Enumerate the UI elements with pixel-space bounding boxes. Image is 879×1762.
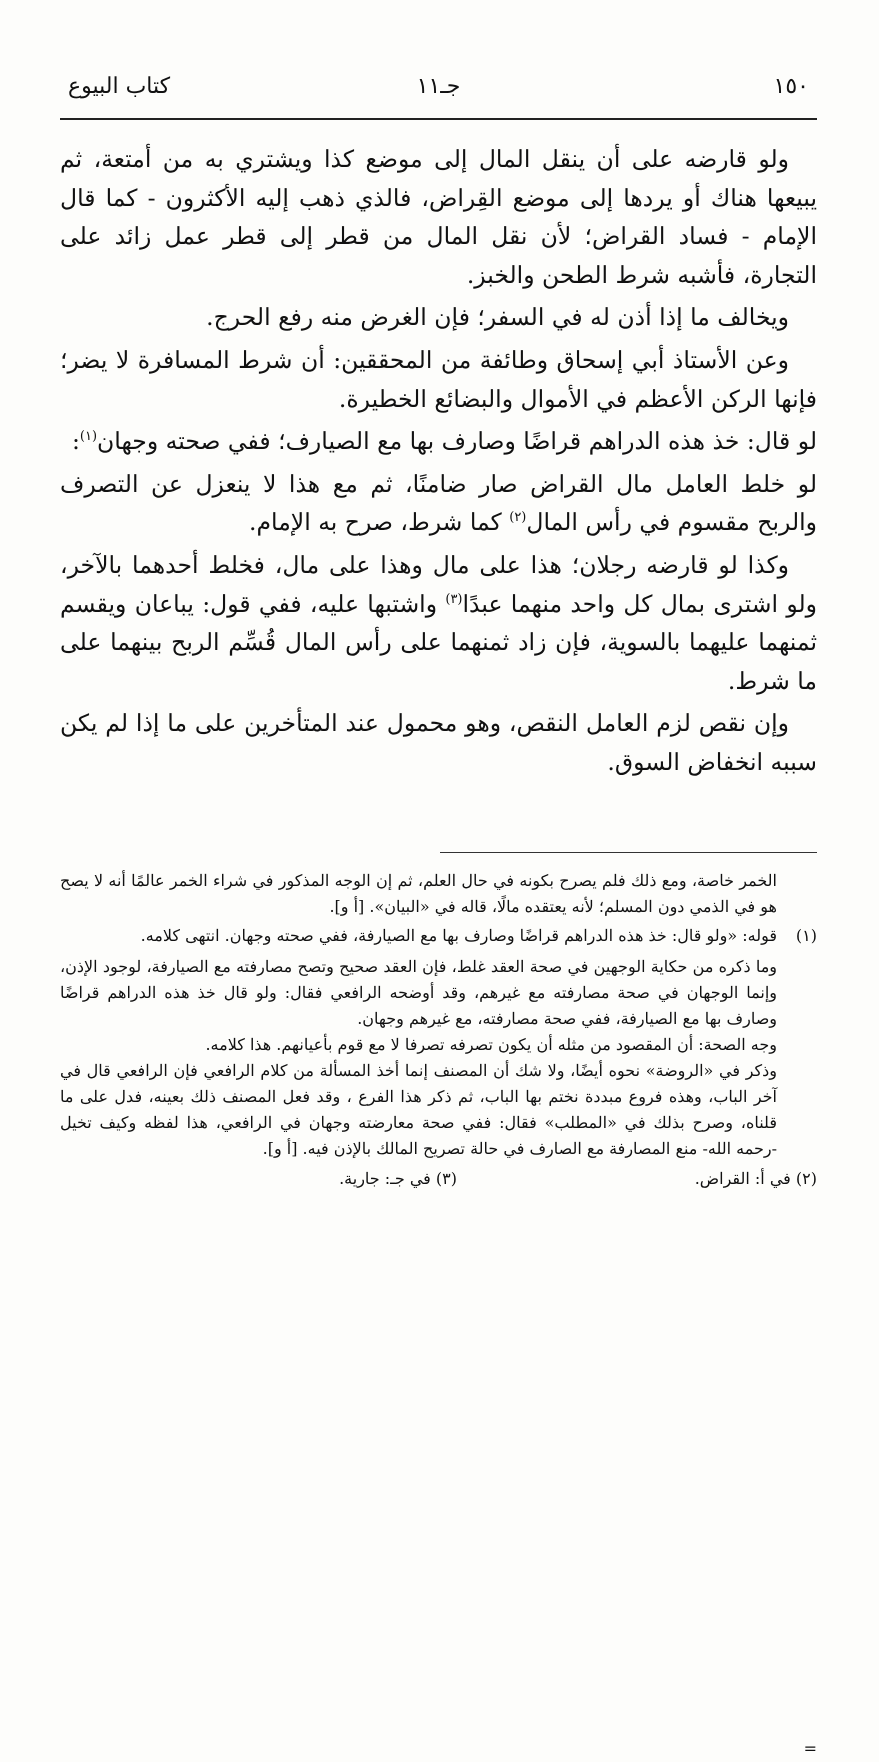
- book-title: كتاب البيوع: [68, 74, 171, 99]
- footnote-continuation: الخمر خاصة، ومع ذلك فلم يصرح بكونه في حال العلم، ثم إن الوجه المذكور في شراء الخمر عالمًا أنه لا يصح هو في الذمي دون المسلم؛ لأنه يعتقده مالًا، قاله في «البيان». [أ و].: [60, 871, 777, 916]
- paragraph-4-text: لو قال: خذ هذه الدراهم قراضًا وصارف بها مع الصيارف؛ ففي صحته وجهان: [97, 427, 817, 456]
- paragraph-5: [60, 465, 817, 542]
- paragraph-3: وعن الأستاذ أبي إسحاق وطائفة من المحققين: أن شرط المسافرة لا يضر؛ فإنها الركن الأعظم في الأموال والبضائع الخطيرة.: [60, 345, 817, 413]
- paragraph-5-text-b: كما شرط، صرح به الإمام.: [249, 508, 502, 537]
- footnote-1-para-3: وجه الصحة: أن المقصود من مثله أن يكون تصرفه تصرفا لا مع قوم بأعيانهم. هذا كلامه.: [205, 1035, 777, 1054]
- paragraph-7: وإن نقص لزم العامل النقص، وهو محمول عند المتأخرين على ما إذا لم يكن سببه انخفاض السوق.: [60, 709, 817, 776]
- footnote-divider: [440, 852, 817, 853]
- footnote-1-para-4: وذكر في «الروضة» نحوه أيضًا، ولا شك أن المصنف إنما أخذ المسألة من كلام الرافعي فإن الرافعي قال في آخر الباب، وهذه فروع مبددة نختم بها الباب، ثم ذكر هذا الفرع ، وقد فعل المصنف ذلك بعينه، فدل على ما قلناه، وصرح بذلك في «المطلب» فقال: ففي صحة معارضته وجهان في الرافعي، هذا لفظه وكيف تخيل -رحمه الله- منع المصارفة مع الصارف في حالة تصريح المالك بالإذن فيه. [أ و].: [60, 1061, 777, 1158]
- header-divider: [60, 118, 817, 120]
- footnote-3-mark: (٣): [435, 1169, 457, 1188]
- page-number: ١٥٠: [773, 74, 809, 99]
- main-text: [60, 140, 817, 782]
- footnote-2: [695, 1166, 817, 1192]
- footnote-2-text: في أ: القراض.: [694, 1169, 791, 1188]
- page-header: [60, 74, 817, 114]
- volume-label: جـ١١: [416, 74, 461, 99]
- footnotes-2-3-row: [60, 1166, 817, 1196]
- footnote-ref-3[interactable]: (٣): [445, 591, 463, 607]
- paragraph-4-end: :: [71, 427, 80, 456]
- paragraph-6-text-b: واشتبها عليه، ففي قول: يباعان ويقسم ثمنهما عليهما بالسوية، فإن زاد ثمنهما على رأس المال قُسِّم الربح بينهما على ما شرط.: [60, 589, 817, 695]
- footnote-ref-2[interactable]: (٢): [509, 510, 527, 526]
- footnotes: [60, 868, 817, 1758]
- footnote-1-mark: (١): [795, 926, 817, 945]
- footnote-1-lead: قوله: «ولو قال: خذ هذه الدراهم قراضًا وصارف بها مع الصيارفة، ففي صحته وجهان. انتهى كلامه.: [140, 926, 777, 945]
- footnote-ref-1[interactable]: (١): [79, 429, 98, 445]
- footnote-2-mark: (٢): [795, 1169, 817, 1188]
- footnote-3-text: في جـ: جارية.: [339, 1169, 431, 1188]
- paragraph-6-text-a: وكذا لو قارضه رجلان؛ هذا على مال وهذا على مال، فخلط أحدهما بالآخر، ولو اشترى بمال كل واحد منهما عبدًا: [60, 550, 817, 618]
- continuation-marker: =: [803, 1739, 817, 1758]
- footnote-1: [60, 923, 817, 949]
- paragraph-1: ولو قارضه على أن ينقل المال إلى موضع كذا ويشتري به من أمتعة، ثم يبيعها هناك أو يردها إلى موضع القِراض، فالذي ذهب إليه الأكثرون - كما قال الإمام - فساد القراض؛ لأن نقل المال من قطر إلى قطر عمل زائد على التجارة، فأشبه شرط الطحن والخبز.: [60, 145, 817, 289]
- paragraph-5-text-a: لو خلط العامل مال القراض صار ضامنًا، ثم مع هذا لا ينعزل عن التصرف والربح مقسوم في رأس المال: [60, 469, 817, 537]
- book-page: [60, 0, 817, 1758]
- paragraph-6: [60, 546, 817, 700]
- footnote-1-para-2: وما ذكره من حكاية الوجهين في صحة العقد غلط، فإن العقد صحيح وتصح مصارفته مع الصيارفة، لوجود الإذن، وإنما الوجهان في صحة مصارفته مع غيرهم، وقد أوضحه الرافعي فقال: ولو قال خذ هذه الدراهم قراضًا وصارف بها مع الصيارفة، ففي صحة مصارفته، مع غيرهم وجهان.: [60, 957, 777, 1028]
- footnote-3: [339, 1166, 457, 1192]
- paragraph-2: ويخالف ما إذا أذن له في السفر؛ فإن الغرض منه رفع الحرج.: [206, 303, 789, 332]
- paragraph-4: [60, 422, 817, 461]
